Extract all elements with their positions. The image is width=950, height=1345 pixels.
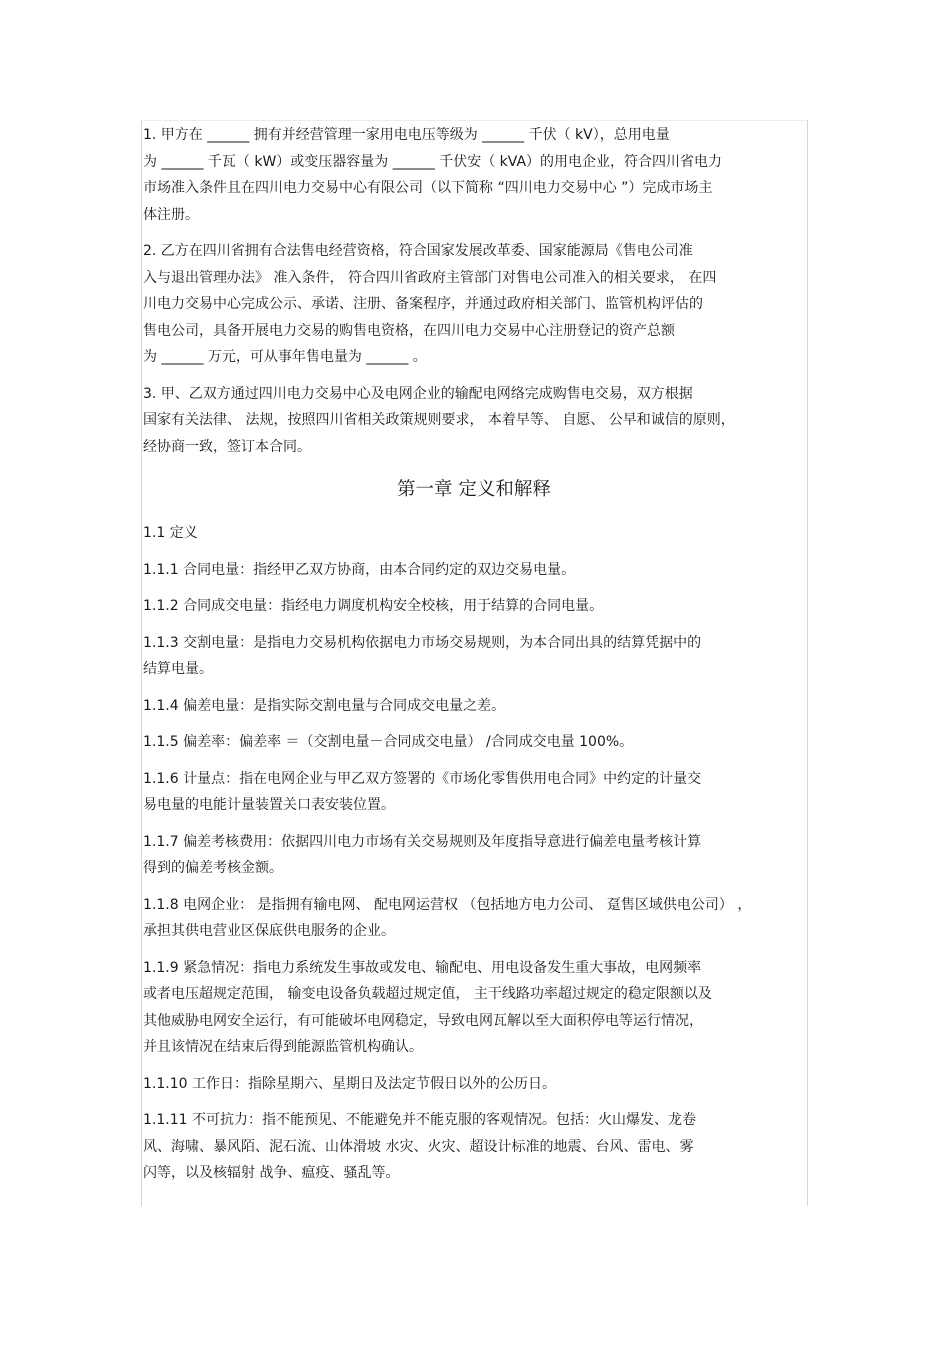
text-line: 为 ______ 千瓦（ kW）或变压器容量为 ______ 千伏安（ kVA）的用电企业，符合四川省电力 <box>143 153 723 170</box>
text-line: 川电力交易中心完成公示、承诺、注册、备案程序，并通过政府相关部门、监管机构评估的 <box>143 296 703 312</box>
definition-1-1-10 <box>143 1071 805 1098</box>
text-line: 1.1.2 合同成交电量：指经电力调度机构安全校核，用于结算的合同电量。 <box>143 598 604 614</box>
definition-1-1-1 <box>143 557 805 584</box>
document-body <box>143 122 805 1187</box>
text-line: 2. 乙方在四川省拥有合法售电经营资格，符合国家发展改革委、国家能源局《售电公司准 <box>143 243 693 259</box>
definition-1-1-4 <box>143 693 805 720</box>
preamble-clause-1 <box>143 122 805 228</box>
text-line: 易电量的电能计量装置关口表安装位置。 <box>143 797 395 813</box>
text-line: 国家有关法律、 法规，按照四川省相关政策规则要求， 本着早等、 自愿、 公早和诚信的原则， <box>143 412 735 428</box>
text-line: 市场准入条件且在四川电力交易中心有限公司（以下简称 “四川电力交易中心 ”）完成市场主 <box>143 180 713 196</box>
definition-1-1-11 <box>143 1107 805 1187</box>
section-heading: 1.1 定义 <box>143 525 198 541</box>
text-line: 1.1.3 交割电量：是指电力交易机构依据电力市场交易规则，为本合同出具的结算凭据中的 <box>143 634 702 651</box>
text-line: 售电公司，具备开展电力交易的购售电资格，在四川电力交易中心注册登记的资产总额 <box>143 322 675 339</box>
text-line: 结算电量。 <box>143 661 213 677</box>
text-line: 得到的偏差考核金额。 <box>143 860 283 876</box>
definition-1-1-3 <box>143 630 805 683</box>
text-line: 1. 甲方在 ______ 拥有并经营管理一家用电电压等级为 ______ 千伏（ kV），总用电量 <box>143 127 670 143</box>
text-line: 1.1.1 合同电量：指经甲乙双方协商，由本合同约定的双边交易电量。 <box>143 561 576 578</box>
text-line: 1.1.4 偏差电量：是指实际交割电量与合同成交电量之差。 <box>143 697 506 714</box>
chapter-title: 第一章 定义和解释 <box>397 479 551 500</box>
definition-1-1-5 <box>143 729 805 756</box>
definition-1-1-9 <box>143 955 805 1061</box>
text-line: 风、海啸、暴风陌、泥石流、山体滑坡 水灾、火灾、超设计标准的地震、台风、雷电、雾 <box>143 1138 694 1155</box>
definition-1-1-7 <box>143 829 805 882</box>
definition-1-1-2 <box>143 593 805 620</box>
text-line: 并且该情况在结束后得到能源监管机构确认。 <box>143 1039 423 1055</box>
text-line: 1.1.11 不可抗力：指不能预见、不能避免并不能克服的客观情况。包括：火山爆发、龙卷 <box>143 1112 696 1128</box>
definition-1-1 <box>143 520 805 547</box>
text-line: 承担其供电营业区保底供电服务的企业。 <box>143 923 395 939</box>
text-line: 1.1.5 偏差率：偏差率 ＝（交割电量－合同成交电量） /合同成交电量 100%。 <box>143 734 634 750</box>
text-line: 为 ______ 万元，可从事年售电量为 ______ 。 <box>143 349 427 365</box>
preamble-clause-3 <box>143 381 805 461</box>
text-line: 1.1.7 偏差考核费用：依据四川电力市场有关交易规则及年度指导意进行偏差电量考核计算 <box>143 833 702 850</box>
text-line: 入与退出管理办法》 准入条件， 符合四川省政府主管部门对售电公司准入的相关要求， 在四 <box>143 269 717 286</box>
text-line: 其他威胁电网安全运行，有可能破坏电网稳定，导致电网瓦解以至大面积停电等运行情况， <box>143 1012 703 1029</box>
text-line: 体注册。 <box>143 206 199 223</box>
preamble-clause-2 <box>143 238 805 371</box>
text-line: 1.1.6 计量点：指在电网企业与甲乙双方签署的《市场化零售供用电合同》中约定的计量交 <box>143 770 702 787</box>
definition-1-1-8 <box>143 892 805 945</box>
text-line: 或者电压超规定范围， 输变电设备负载超过规定值， 主干线路功率超过规定的稳定限额以及 <box>143 986 712 1002</box>
text-line: 1.1.8 电网企业： 是指拥有输电网、 配电网运营权 （包括地方电力公司、 趸售区域供电公司） ， <box>143 896 752 913</box>
text-line: 1.1.10 工作日：指除星期六、星期日及法定节假日以外的公历日。 <box>143 1075 556 1092</box>
text-line: 闪等，以及核辐射 战争、瘟疫、骚乱等。 <box>143 1165 400 1181</box>
text-line: 经协商一致，签订本合同。 <box>143 438 311 455</box>
text-line: 1.1.9 紧急情况：指电力系统发生事故或发电、输配电、用电设备发生重大事故，电网频率 <box>143 959 702 976</box>
text-line: 3. 甲、乙双方通过四川电力交易中心及电网企业的输配电网络完成购售电交易，双方根据 <box>143 385 693 402</box>
definition-1-1-6 <box>143 766 805 819</box>
